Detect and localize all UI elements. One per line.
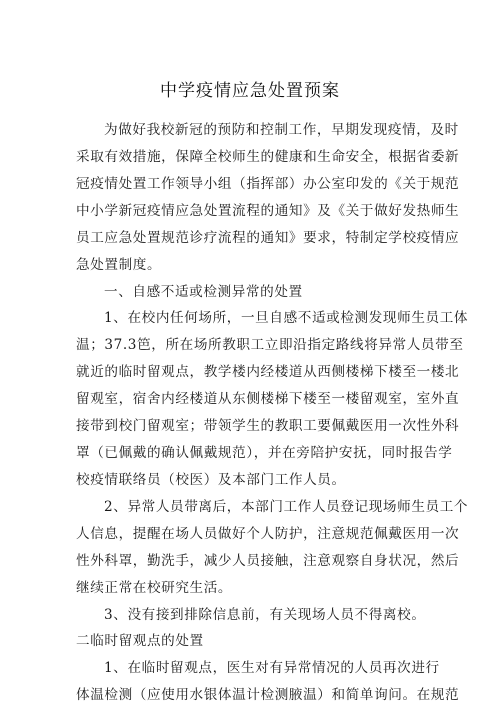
paragraph-line: 采取有效措施，保障全校师生的健康和生命安全，根据省委新 bbox=[76, 149, 460, 165]
document-title: 中学疫情应急处置预案 bbox=[160, 81, 340, 101]
paragraph-line: 2、异常人员带离后，本部门工作人员登记现场师生员工个 bbox=[104, 499, 469, 515]
paragraph-line: 3、没有接到排除信息前，有关现场人员不得离校。 bbox=[104, 607, 426, 623]
paragraph-line: 冠疫情处置工作领导小组（指挥部）办公室印发的《关于规范 bbox=[76, 176, 460, 192]
paragraph-line: 中小学新冠疫情应急处置流程的通知》及《关于做好发热师生 bbox=[76, 203, 460, 219]
paragraph-line: 留观室，宿舍内经楼道从东侧楼梯下楼至一楼留观室，室外直 bbox=[76, 391, 460, 407]
paragraph-line: 就近的临时留观点，教学楼内经楼道从西侧楼梯下楼至一楼北 bbox=[76, 364, 460, 380]
paragraph-line: 1、在校内任何场所，一旦自感不适或检测发现师生员工体 bbox=[104, 310, 469, 326]
section-heading: 一、自感不适或检测异常的处置 bbox=[104, 284, 303, 300]
paragraph-line: 性外科罩，勤洗手，减少人员接触，注意观察自身状况，然后 bbox=[76, 553, 460, 569]
paragraph-line: 体温检测（应使用水银体温计检测腋温）和简单询问。在规范 bbox=[76, 687, 460, 703]
section-heading: 二临时留观点的处置 bbox=[76, 633, 204, 649]
paragraph-line: 校疫情联络员（校医）及本部门工作人员。 bbox=[76, 472, 346, 488]
paragraph-line: 1、在临时留观点，医生对有异常情况的人员再次进行 bbox=[104, 660, 440, 676]
paragraph-line: 为做好我校新冠的预防和控制工作，早期发现疫情，及时 bbox=[104, 122, 459, 138]
paragraph-line: 急处置制度。 bbox=[76, 257, 162, 273]
paragraph-line: 罩（已佩戴的确认佩戴规范），并在旁陪护安抚，同时报告学 bbox=[76, 445, 453, 461]
paragraph-line: 温；37.3笆，所在场所教职工立即沿指定路线将异常人员带至 bbox=[76, 337, 464, 353]
paragraph-line: 员工应急处置规范诊疗流程的通知》要求，特制定学校疫情应 bbox=[76, 230, 460, 246]
paragraph-line: 人信息，提醒在场人员做好个人防护，注意规范佩戴医用一次 bbox=[76, 526, 460, 542]
paragraph-line: 接带到校门留观室；带领学生的教职工要佩戴医用一次性外科 bbox=[76, 418, 460, 434]
paragraph-line: 继续正常在校研究生活。 bbox=[76, 580, 233, 596]
